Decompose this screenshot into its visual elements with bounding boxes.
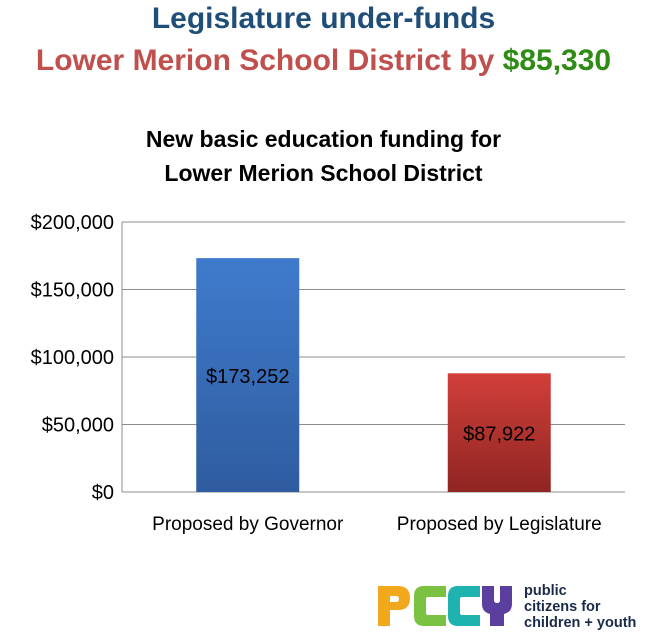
chart-title-line-1: New basic education funding for	[145, 126, 502, 152]
headline-line-1: Legislature under-funds	[151, 2, 496, 35]
y-tick-label: $0	[91, 482, 114, 504]
logo-text-line-3: children + youth	[524, 615, 637, 631]
x-category-label: Proposed by Governor	[152, 514, 344, 535]
bar-value-label: $173,252	[206, 366, 290, 389]
pccy-logo-icon	[376, 582, 516, 630]
y-tick-label: $150,000	[30, 279, 114, 302]
y-tick-label: $200,000	[30, 212, 114, 234]
headline-amount: $85,330	[502, 44, 612, 77]
chart-title-line-2: Lower Merion School District	[164, 160, 483, 186]
bar-chart	[0, 200, 647, 560]
logo-text	[524, 583, 636, 631]
logo-text-line-1: public	[524, 583, 567, 599]
x-category-label: Proposed by Legislature	[396, 514, 602, 535]
y-tick-label: $100,000	[30, 347, 114, 369]
bar-value-label: $87,922	[463, 423, 536, 446]
headline-district: Lower Merion School District by	[35, 44, 495, 77]
logo-text-line-2: citizens for	[524, 599, 601, 615]
y-tick-label: $50,000	[41, 414, 114, 437]
headline-line-2	[0, 44, 647, 78]
